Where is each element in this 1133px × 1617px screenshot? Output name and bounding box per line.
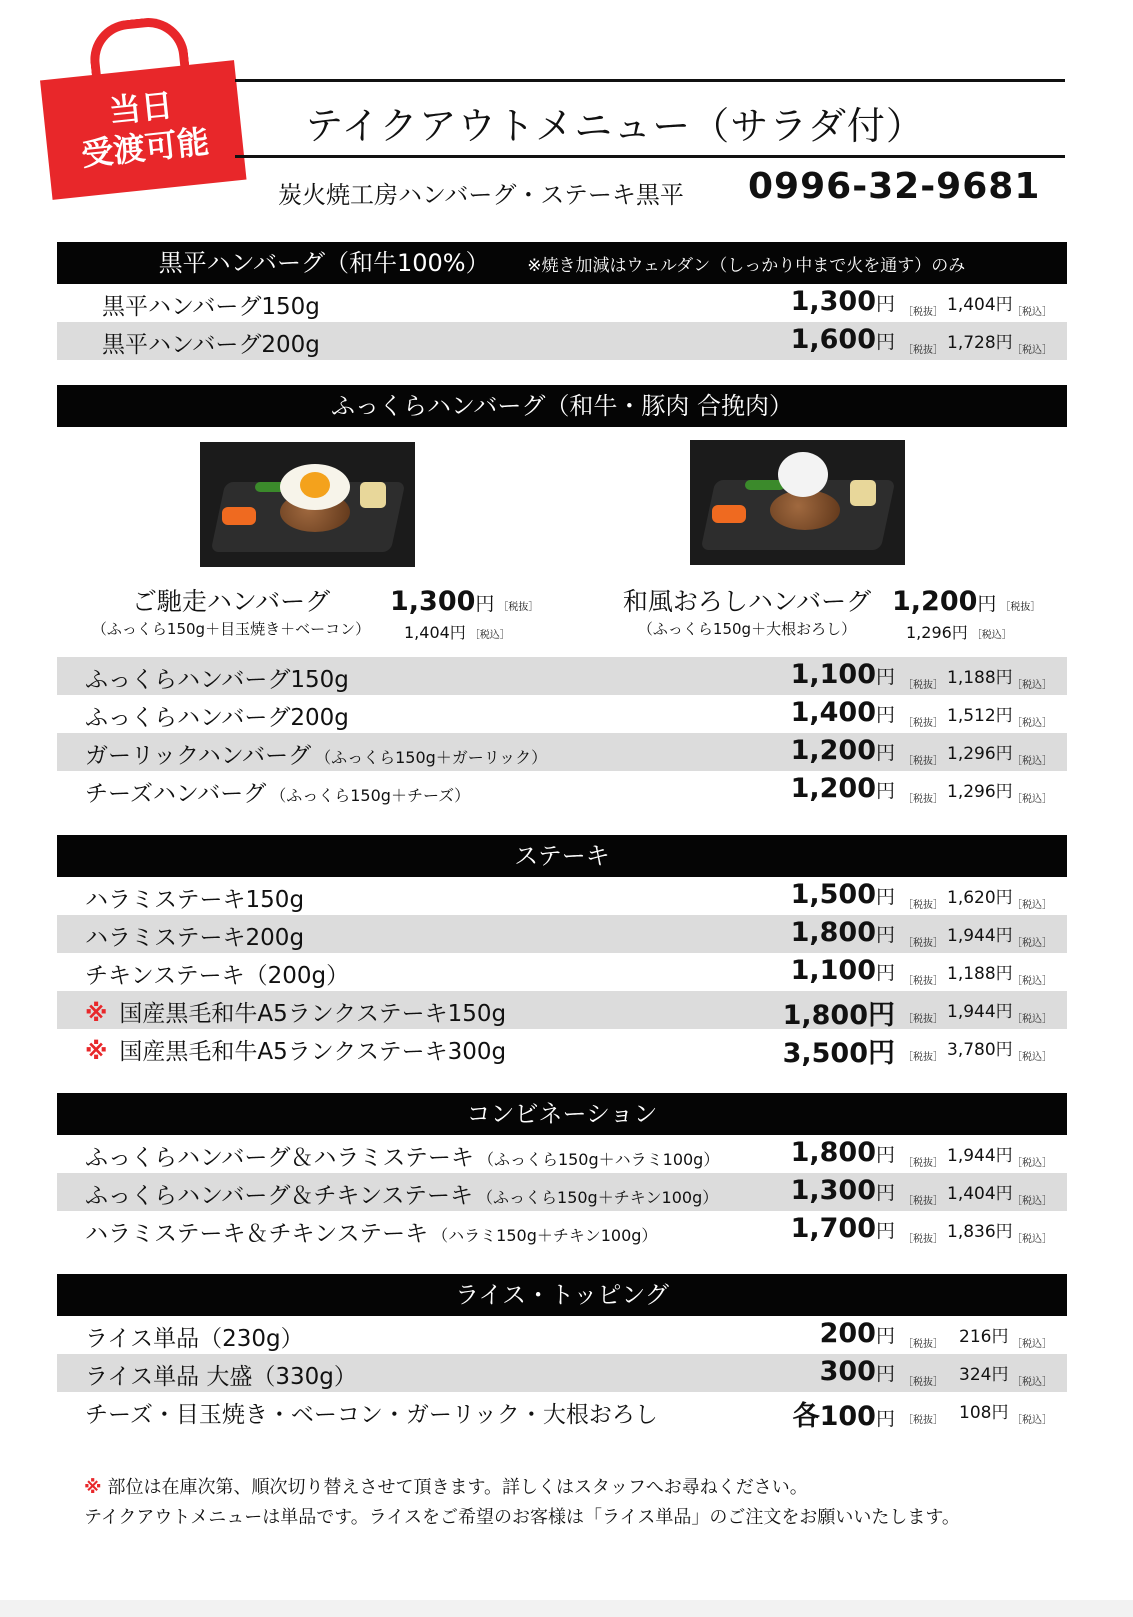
featured-item-price: 1,200円 ［税抜］: [892, 586, 1041, 617]
item-name: ふっくらハンバーグ＆ハラミステーキ （ふっくら150g＋ハラミ100g）: [85, 1145, 720, 1171]
featured-item-name: ご馳走ハンバーグ: [131, 587, 331, 616]
tax-incl-label: ［税込］: [1012, 345, 1052, 356]
item-price: 1,100円: [790, 659, 895, 690]
item-name: ハラミステーキ＆チキンステーキ （ハラミ150g＋チキン100g）: [85, 1221, 658, 1247]
item-price: 各100円: [792, 1401, 895, 1432]
badge-line1: 当日: [107, 85, 175, 131]
item-name: チキンステーキ（200g）: [85, 963, 350, 989]
tax-excl-label: ［税抜］: [903, 1158, 943, 1169]
item-price: 1,800円: [790, 917, 895, 948]
menu-row: [57, 1316, 1067, 1354]
badge-box: [40, 60, 246, 200]
header-top-rule: [235, 79, 1065, 82]
menu-row: [57, 1029, 1067, 1067]
asterisk-mark-icon: ※: [85, 1039, 108, 1065]
page-title: テイクアウトメニュー（サラダ付）: [305, 104, 925, 148]
item-tax-price: 216円: [959, 1327, 1009, 1347]
section-rice-header: [57, 1274, 1067, 1316]
tax-incl-label: ［税込］: [1012, 938, 1052, 949]
tax-incl-label: ［税込］: [1012, 1415, 1052, 1426]
featured-item-sub: （ふっくら150g＋大根おろし）: [637, 620, 857, 638]
tax-excl-label: ［税抜］: [903, 1014, 943, 1025]
tax-excl-label: ［税抜］: [903, 307, 943, 318]
item-sub: （ふっくら150g＋チキン100g）: [477, 1188, 719, 1207]
item-tax-price: 1,512円: [947, 706, 1013, 726]
item-name: ふっくらハンバーグ200g: [85, 705, 349, 731]
tax-excl-label: ［税抜］: [903, 1339, 943, 1350]
item-tax-price: 1,404円: [947, 295, 1013, 315]
item-tax-price: 1,620円: [947, 888, 1013, 908]
item-name: ふっくらハンバーグ150g: [85, 667, 349, 693]
item-price: 300円: [819, 1356, 895, 1387]
item-tax-price: 1,404円: [947, 1184, 1013, 1204]
menu-row: [57, 915, 1067, 953]
item-price: 1,500円: [790, 879, 895, 910]
section-combo-title: コンビネーション: [466, 1100, 658, 1128]
item-price: 1,300円: [790, 286, 895, 317]
tax-incl-label: ［税込］: [1012, 1234, 1052, 1245]
item-tax-price: 1,188円: [947, 668, 1013, 688]
tax-excl-label: ［税抜］: [903, 938, 943, 949]
item-name: チーズハンバーグ （ふっくら150g＋チーズ）: [85, 781, 471, 807]
menu-row: [57, 1173, 1067, 1211]
item-name: 黒平ハンバーグ150g: [102, 294, 320, 320]
item-price: 1,700円: [790, 1213, 895, 1244]
section-kurohira-note: ※焼き加減はウェルダン（しっかり中まで火を通す）のみ: [527, 256, 966, 276]
tax-incl-label: ［税込］: [1012, 1158, 1052, 1169]
item-name: ※ 国産黒毛和牛A5ランクステーキ150g: [85, 1001, 507, 1027]
menu-row: [57, 771, 1067, 809]
featured-item: [86, 582, 376, 639]
menu-row: [57, 322, 1067, 360]
section-rice-title: ライス・トッピング: [455, 1281, 669, 1309]
tax-excl-label: ［税抜］: [903, 718, 943, 729]
menu-row: [57, 991, 1067, 1029]
item-tax-price: 1,944円: [947, 1002, 1013, 1022]
item-price: 1,400円: [790, 697, 895, 728]
item-price: 1,300円: [790, 1175, 895, 1206]
item-tax-price: 1,296円: [947, 744, 1013, 764]
section-fukkura-header: [57, 385, 1067, 427]
item-tax-price: 1,944円: [947, 1146, 1013, 1166]
item-tax-price: 1,944円: [947, 926, 1013, 946]
tax-incl-label: ［税込］: [1012, 1196, 1052, 1207]
footer-note-1: ※ 部位は在庫次第、順次切り替えさせて頂きます。詳しくはスタッフへお尋ねください。: [84, 1477, 808, 1498]
menu-row: [57, 695, 1067, 733]
item-tax-price: 1,188円: [947, 964, 1013, 984]
section-combo-header: [57, 1093, 1067, 1135]
asterisk-mark-icon: ※: [84, 1477, 102, 1498]
footer-note-2: テイクアウトメニューは単品です。ライスをご希望のお客様は「ライス単品」のご注文をお願いいたします。: [84, 1507, 960, 1528]
tax-excl-label: ［税抜］: [903, 900, 943, 911]
item-sub: （ハラミ150g＋チキン100g）: [432, 1226, 658, 1245]
tax-incl-label: ［税込］: [1012, 1014, 1052, 1025]
tax-incl-label: ［税込］: [1012, 976, 1052, 987]
same-day-badge: [38, 45, 246, 200]
featured-item-tax-price: 1,404円 ［税込］: [404, 623, 510, 642]
item-name: ハラミステーキ150g: [85, 887, 305, 913]
hamburg-grated-radish-photo: [690, 440, 905, 565]
tax-excl-label: ［税抜］: [903, 756, 943, 767]
tax-excl-label: ［税抜］: [903, 1377, 943, 1388]
item-tax-price: 1,728円: [947, 333, 1013, 353]
tax-incl-label: ［税込］: [1012, 718, 1052, 729]
menu-row: [57, 1211, 1067, 1249]
featured-item-sub: （ふっくら150g＋目玉焼き＋ベーコン）: [91, 620, 371, 638]
tax-incl-label: ［税込］: [1012, 307, 1052, 318]
menu-row: [57, 284, 1067, 322]
menu-row: [57, 877, 1067, 915]
item-price: 1,600円: [790, 324, 895, 355]
shop-name: 炭火焼工房ハンバーグ・ステーキ黒平: [278, 181, 684, 209]
tax-excl-label: ［税抜］: [903, 794, 943, 805]
item-name: ※ 国産黒毛和牛A5ランクステーキ300g: [85, 1039, 507, 1065]
section-steak-title: ステーキ: [514, 842, 610, 870]
menu-row: [57, 733, 1067, 771]
tax-incl-label: ［税込］: [1012, 794, 1052, 805]
tax-excl-label: ［税抜］: [903, 1196, 943, 1207]
featured-item-tax-price: 1,296円 ［税込］: [906, 623, 1012, 642]
section-kurohira-title: 黒平ハンバーグ（和牛100%）: [158, 249, 490, 277]
item-tax-price: 108円: [959, 1403, 1009, 1423]
item-tax-price: 1,836円: [947, 1222, 1013, 1242]
featured-item: [612, 582, 882, 639]
section-kurohira-header: [57, 242, 1067, 284]
tax-excl-label: ［税抜］: [903, 680, 943, 691]
item-name: ライス単品 大盛（330g）: [85, 1364, 357, 1390]
item-name: 黒平ハンバーグ200g: [102, 332, 320, 358]
tax-excl-label: ［税抜］: [903, 1052, 943, 1063]
item-tax-price: 1,296円: [947, 782, 1013, 802]
item-price: 1,800円: [782, 1000, 895, 1031]
menu-row: [57, 953, 1067, 991]
tax-excl-label: ［税抜］: [903, 1415, 943, 1426]
menu-row: [57, 1354, 1067, 1392]
item-price: 1,100円: [790, 955, 895, 986]
item-name: チーズ・目玉焼き・ベーコン・ガーリック・大根おろし: [85, 1402, 658, 1428]
tax-incl-label: ［税込］: [1012, 1052, 1052, 1063]
tax-incl-label: ［税込］: [1012, 680, 1052, 691]
item-price: 1,800円: [790, 1137, 895, 1168]
menu-row: [57, 657, 1067, 695]
menu-row: [57, 1392, 1067, 1430]
item-name: ライス単品（230g）: [85, 1326, 304, 1352]
tax-incl-label: ［税込］: [1012, 756, 1052, 767]
phone-number: 0996-32-9681: [748, 166, 1041, 207]
item-name: ガーリックハンバーグ （ふっくら150g＋ガーリック）: [85, 743, 548, 769]
tax-incl-label: ［税込］: [1012, 1339, 1052, 1350]
item-sub: （ふっくら150g＋チーズ）: [270, 786, 471, 805]
menu-row: [57, 1135, 1067, 1173]
item-sub: （ふっくら150g＋ハラミ100g）: [477, 1150, 720, 1169]
tax-excl-label: ［税抜］: [903, 976, 943, 987]
section-fukkura-title: ふっくらハンバーグ（和牛・豚肉 合挽肉）: [331, 392, 793, 420]
section-steak-header: [57, 835, 1067, 877]
item-price: 3,500円: [782, 1038, 895, 1069]
hamburg-egg-bacon-photo: [200, 442, 415, 567]
item-price: 1,200円: [790, 773, 895, 804]
item-tax-price: 324円: [959, 1365, 1009, 1385]
asterisk-mark-icon: ※: [85, 1001, 108, 1027]
item-tax-price: 3,780円: [947, 1040, 1013, 1060]
item-name: ふっくらハンバーグ＆チキンステーキ （ふっくら150g＋チキン100g）: [85, 1183, 719, 1209]
header-bottom-rule: [235, 155, 1065, 158]
featured-item-price: 1,300円 ［税抜］: [390, 586, 539, 617]
featured-item-name: 和風おろしハンバーグ: [622, 587, 872, 616]
item-price: 1,200円: [790, 735, 895, 766]
item-sub: （ふっくら150g＋ガーリック）: [315, 748, 548, 767]
tax-incl-label: ［税込］: [1012, 900, 1052, 911]
item-name: ハラミステーキ200g: [85, 925, 305, 951]
tax-excl-label: ［税抜］: [903, 345, 943, 356]
tax-incl-label: ［税込］: [1012, 1377, 1052, 1388]
badge-line2: 受渡可能: [79, 122, 211, 174]
item-price: 200円: [819, 1318, 895, 1349]
tax-excl-label: ［税抜］: [903, 1234, 943, 1245]
